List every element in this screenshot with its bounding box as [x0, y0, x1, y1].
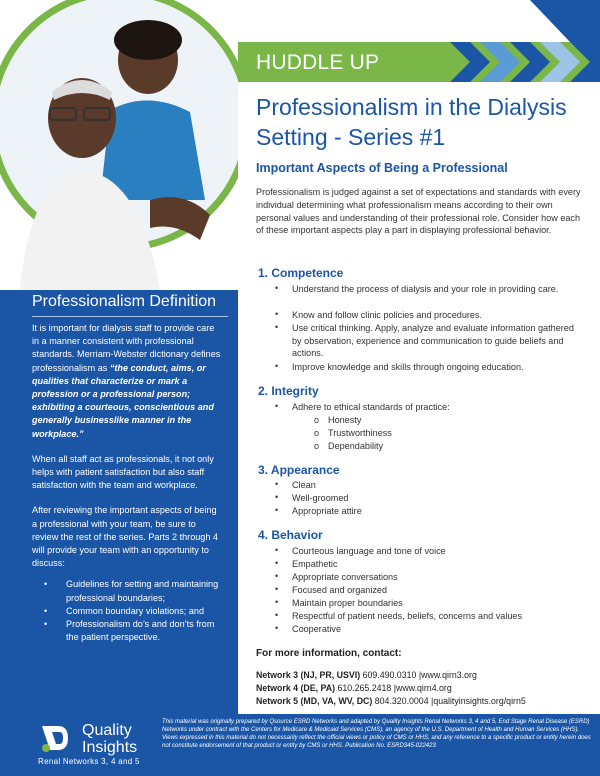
bullet-icon: •	[275, 492, 279, 502]
bullet-icon: •	[275, 361, 279, 371]
list-item: Improve knowledge and skills through ongoing education.	[292, 362, 524, 372]
logo-text-insights: Insights	[82, 739, 138, 756]
list-item: • Common boundary violations; and	[32, 605, 222, 618]
list-item: Use critical thinking. Apply, analyze and evaluate information gathered by observation, experience and communication to guide beliefs and actions.	[292, 323, 574, 359]
sidebar-title: Professionalism Definition	[32, 293, 217, 310]
list-item: Know and follow clinic policies and procedures.	[292, 310, 483, 320]
section-heading-competence: 1. Competence	[258, 266, 344, 280]
staff-patient-photo	[0, 0, 238, 290]
list-item: Empathetic	[292, 559, 338, 569]
bullet-icon: •	[275, 401, 279, 411]
network-name: Network 5 (MD, VA, WV, DC)	[256, 696, 373, 706]
network-info: 610.265.2418 |www.qirn4.org	[335, 683, 452, 693]
section-heading-behavior: 4. Behavior	[258, 528, 323, 542]
sub-list-item: Dependability	[328, 441, 384, 451]
network-contact	[256, 683, 452, 693]
discussion-list	[32, 578, 222, 644]
bullet-icon: •	[275, 505, 279, 515]
definition-paragraph	[32, 322, 222, 441]
network-info: 804.320.0004 |qualityinsights.org/qirn5	[372, 696, 526, 706]
list-item: Clean	[292, 480, 316, 490]
banner-title: HUDDLE UP	[256, 51, 380, 74]
page-title-line2: Setting - Series #1	[256, 124, 446, 150]
list-item: Well-groomed	[292, 493, 349, 503]
bullet-icon: •	[275, 545, 279, 555]
list-item: • Professionalism do’s and don’ts from the patient perspective.	[32, 618, 222, 644]
page-title	[256, 92, 586, 152]
network-name: Network 3 (NJ, PR, USVI)	[256, 670, 361, 680]
list-item: Appropriate conversations	[292, 572, 398, 582]
chevron-decoration-icon	[410, 42, 600, 82]
logo-subtitle: Renal Networks 3, 4 and 5	[38, 757, 140, 766]
page-title-line1: Professionalism in the Dialysis	[256, 94, 567, 120]
sub-bullet-icon: o	[314, 428, 320, 438]
page-subtitle: Important Aspects of Being a Professional	[256, 161, 508, 175]
sub-list-item: Honesty	[328, 415, 362, 425]
logo-text-quality: Quality	[82, 722, 132, 739]
corner-accent-icon	[470, 0, 600, 42]
bullet-icon: •	[275, 610, 279, 620]
bullet-icon: •	[275, 623, 279, 633]
sub-bullet-icon: o	[314, 441, 320, 451]
bullet-icon: •	[275, 597, 279, 607]
definition-intro: It is important for dialysis staff to provide care in a manner consistent with professional standards. Merriam-Webster dictionary defines professionalism as	[32, 323, 221, 373]
list-item: Focused and organized	[292, 585, 388, 595]
list-item: Courteous language and tone of voice	[292, 546, 446, 556]
list-item: Respectful of patient needs, beliefs, concerns and values	[292, 611, 523, 621]
footer-disclaimer: This material was originally prepared by Qsource ESRD Networks and adapted by Quality Insights Renal Networks 3, 4 and 5, End Stage Renal Disease (ESRD) Networks under contract with the Centers for Medicare & Medicaid Services (CMS), an agency of the U.S. Department of Health and Human Services (HHS). Views expressed in this material do not necessarily reflect the official views or policy of CMS or HHS, and any reference to a specific product or entity herein does not constitute endorsement of that product or entity by CMS or HHS. Publication No. ESRD345-022423	[162, 719, 591, 749]
network-info: 609.490.0310 |www.qirn3.org	[360, 670, 477, 680]
sub-bullet-icon: o	[314, 415, 320, 425]
quality-insights-logo-icon	[38, 722, 78, 754]
bullet-icon: •	[275, 309, 279, 319]
contact-heading: For more information, contact:	[256, 648, 402, 659]
intro-paragraph: Professionalism is judged against a set of expectations and standards with every individual determining what professionalism means according to their own personal values and understanding of their professional role. Consider how each of these important aspects play a part in displaying professional behavior.	[256, 187, 581, 236]
bullet-icon: •	[275, 584, 279, 594]
network-name: Network 4 (DE, PA)	[256, 683, 336, 693]
bullet-icon: •	[275, 322, 279, 332]
bullet-icon: •	[275, 558, 279, 568]
sidebar-body	[32, 322, 222, 644]
list-item: Understand the process of dialysis and your role in providing care.	[292, 284, 559, 294]
network-contact	[256, 670, 477, 680]
bullet-icon: •	[275, 571, 279, 581]
series-paragraph: After reviewing the important aspects of being a professional with your team, be sure to review the rest of the series. Parts 2 through 4 will provide your team with an opportunity to discuss:	[32, 505, 219, 569]
definition-quote: “the conduct, aims, or qualities that characterize or mark a profession or a professional person; exhibiting a courteous, conscientious and generally businesslike manner in the workplace.”	[32, 362, 214, 439]
list-item: Appropriate attire	[292, 506, 362, 516]
list-item: Adhere to ethical standards of practice:	[292, 402, 450, 412]
list-item: Cooperative	[292, 624, 342, 634]
list-item: Maintain proper boundaries	[292, 598, 403, 608]
divider	[32, 316, 228, 317]
section-heading-integrity: 2. Integrity	[258, 384, 319, 398]
network-contact	[256, 696, 526, 706]
satisfaction-paragraph: When all staff act as professionals, it not only helps with patient satisfaction but also staff satisfaction with the team and workplace.	[32, 453, 214, 491]
section-heading-appearance: 3. Appearance	[258, 463, 340, 477]
sub-list-item: Trustworthiness	[328, 428, 392, 438]
bullet-icon: •	[275, 479, 279, 489]
list-item: • Guidelines for setting and maintaining professional boundaries;	[32, 578, 222, 604]
bullet-icon: •	[275, 283, 279, 293]
